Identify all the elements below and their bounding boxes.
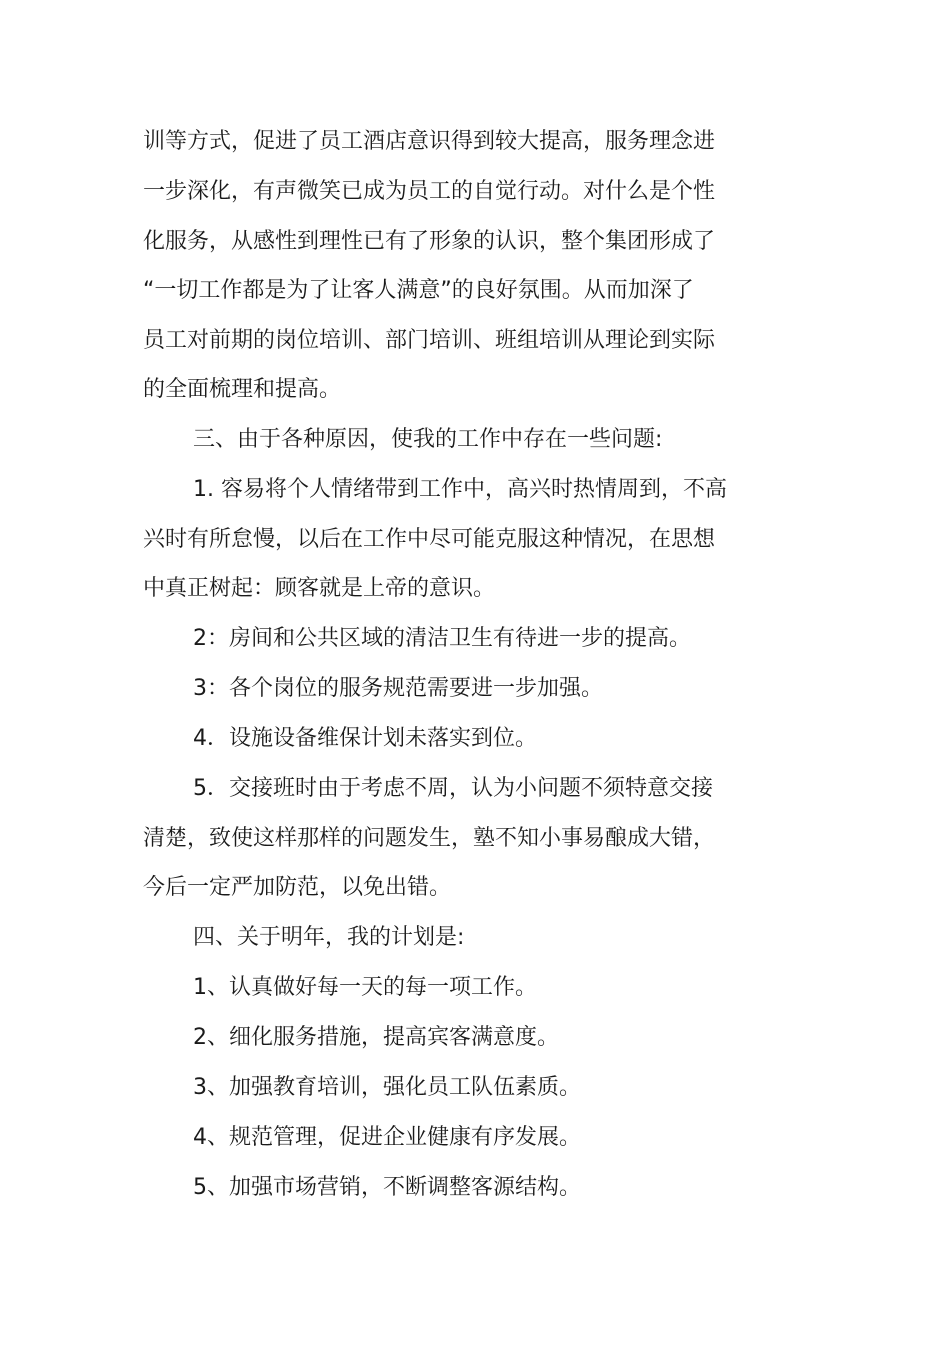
paragraph-line: 训等方式，促进了员工酒店意识得到较大提高，服务理念进 [143,129,716,154]
paragraph-line: 员工对前期的岗位培训、部门培训、班组培训从理论到实际 [143,328,716,353]
list-item-line: 4．设施设备维保计划未落实到位。 [193,726,537,751]
paragraph-line: 化服务，从感性到理性已有了形象的认识，整个集团形成了 [143,229,716,254]
plan-item: 2、细化服务措施，提高宾客满意度。 [193,1025,559,1050]
list-item-line: 5．交接班时由于考虑不周，认为小问题不须特意交接 [193,776,713,801]
plan-item: 4、规范管理，促进企业健康有序发展。 [193,1125,581,1150]
section-heading-problems: 三、由于各种原因，使我的工作中存在一些问题: [193,427,663,452]
list-item-line: 1. 容易将个人情绪带到工作中，高兴时热情周到，不高 [193,477,727,502]
paragraph-line: 的全面梳理和提高。 [143,377,342,402]
section-heading-plans: 四、关于明年，我的计划是: [193,925,465,950]
list-item-line: 2：房间和公共区域的清洁卫生有待进一步的提高。 [193,626,691,651]
list-item-line: 兴时有所怠慢，以后在工作中尽可能克服这种情况，在思想 [143,527,716,552]
plan-item: 3、加强教育培训，强化员工队伍素质。 [193,1075,581,1100]
paragraph-line: “一切工作都是为了让客人满意”的良好氛围。从而加深了 [143,278,694,303]
list-item-line: 中真正树起：顾客就是上帝的意识。 [143,576,496,601]
plan-item: 1、认真做好每一天的每一项工作。 [193,975,537,1000]
list-item-line: 3：各个岗位的服务规范需要进一步加强。 [193,676,603,701]
paragraph-line: 一步深化，有声微笑已成为员工的自觉行动。对什么是个性 [143,179,716,204]
list-item-line: 今后一定严加防范，以免出错。 [143,875,452,900]
plan-item: 5、加强市场营销，不断调整客源结构。 [193,1175,581,1200]
list-item-line: 清楚，致使这样那样的问题发生，塾不知小事易酿成大错， [143,826,716,851]
